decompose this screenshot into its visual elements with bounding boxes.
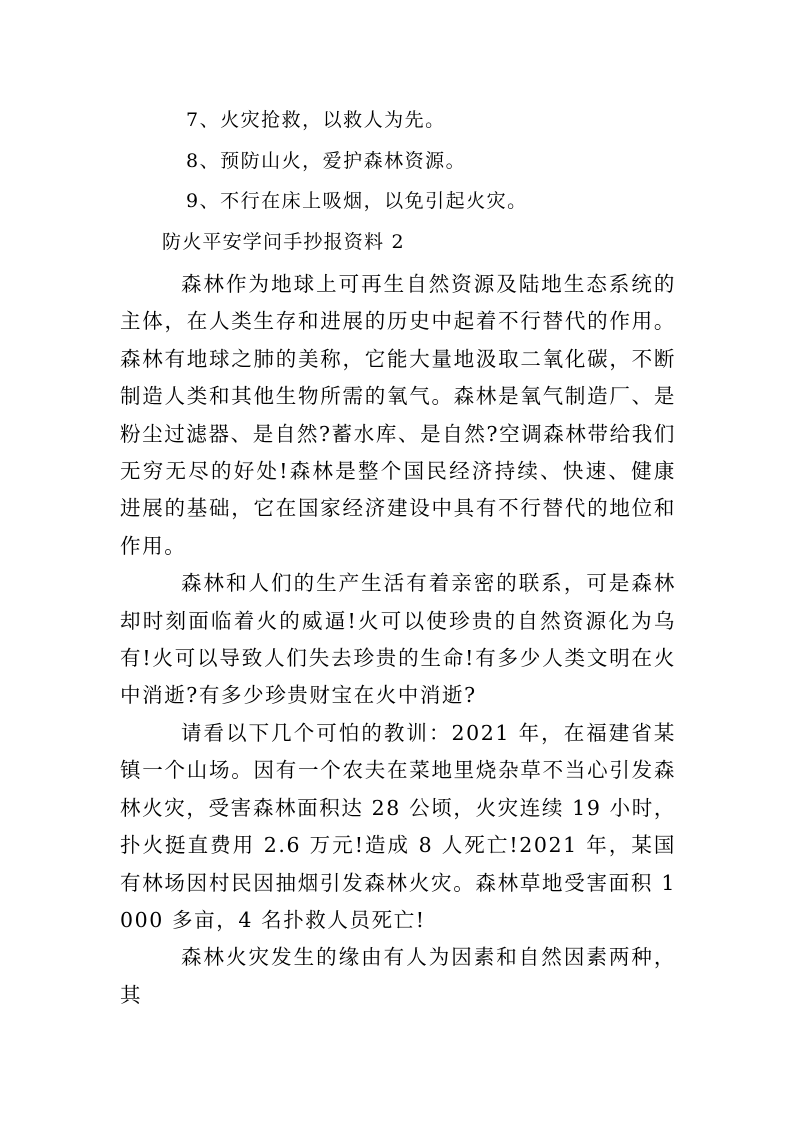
list-item: 8、预防山火，爱护森林资源。 xyxy=(186,149,467,172)
paragraph-forest-importance: 森林作为地球上可再生自然资源及陆地生态系统的主体，在人类生存和进展的历史中起着不行替代的作用。森林有地球之肺的美称，它能大量地汲取二氧化碳，不断制造人类和其他生物所需的氧气。森林是氧气制造厂、是粉尘过滤器、是自然?蓄水库、是自然?空调森林带给我们无穷无尽的好处!森林是整个国民经济持续、快速、健康进展的基础，它在国家经济建设中具有不行替代的地位和作用。 xyxy=(120,272,676,558)
list-item: 7、火灾抢救，以救人为先。 xyxy=(186,109,446,131)
fire-safety-tips-list xyxy=(186,100,706,222)
section-heading: 防火平安学问手抄报资料 2 xyxy=(162,231,405,253)
paragraph-fire-causes: 森林火灾发生的缘由有人为因素和自然因素两种，其 xyxy=(120,945,676,1007)
paragraph-fire-lessons: 请看以下几个可怕的教训：2021 年，在福建省某镇一个山场。因有一个农夫在菜地里烧杂草不当心引发森林火灾，受害森林面积达 28 公顷，火灾连续 19 小时，扑火挺直费用 2.6 万元!造成 8 人死亡!2021 年，某国有林场因村民因抽烟引发森林火灾。森林草地受害面积 1000 多亩，4 名扑救人员死亡! xyxy=(120,720,676,932)
body-text xyxy=(120,266,676,1014)
list-item: 9、不行在床上吸烟，以免引起火灾。 xyxy=(186,190,528,213)
paragraph-fire-threat: 森林和人们的生产生活有着亲密的联系，可是森林却时刻面临着火的威逼!火可以使珍贵的自然资源化为乌有!火可以导致人们失去珍贵的生命!有多少人类文明在火中消逝?有多少珍贵财宝在火中消逝? xyxy=(120,571,676,708)
